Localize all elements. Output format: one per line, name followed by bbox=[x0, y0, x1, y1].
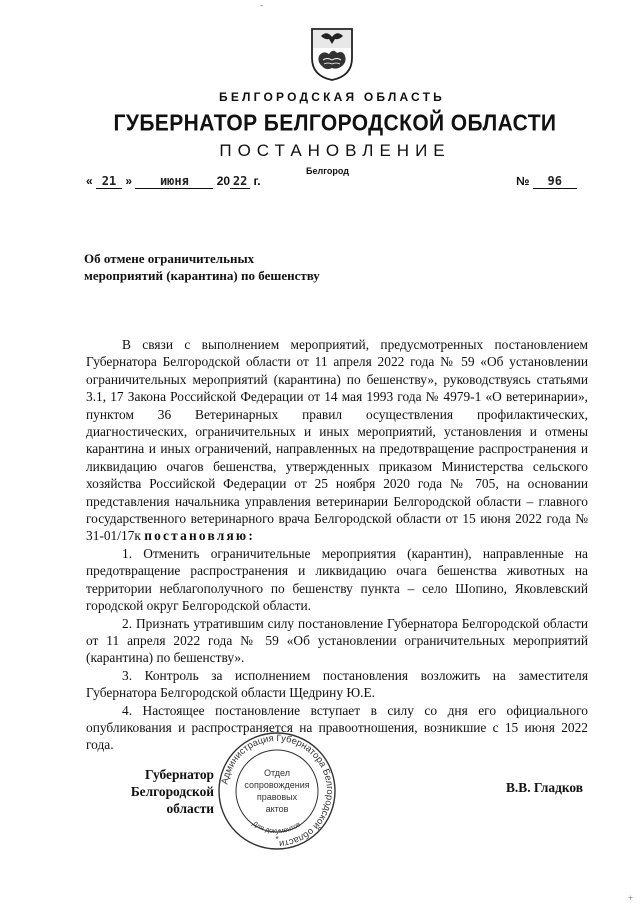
date-line bbox=[86, 174, 261, 189]
document-body bbox=[86, 336, 588, 754]
subject-line-2: мероприятий (карантина) по бешенству bbox=[84, 268, 320, 283]
stamp-bottom-text: Для документов bbox=[250, 820, 303, 836]
date-month: июня bbox=[135, 174, 213, 189]
date-year-label: г. bbox=[253, 174, 261, 188]
number-label: № bbox=[516, 174, 530, 188]
preamble-paragraph bbox=[86, 336, 588, 545]
body-item: 1. Отменить ограничительные мероприятия (карантин), направленные на предотвращение распространения и ликвидацию очага бешенства животных на территории неблагополучного по бешенству пункта – село Шопино, Яковлевский городской округ Белгородской области. bbox=[86, 545, 588, 614]
number-line bbox=[516, 174, 577, 189]
stamp-star-icon: * bbox=[275, 835, 279, 844]
scan-mark: - bbox=[260, 0, 263, 10]
official-stamp bbox=[216, 730, 338, 852]
stamp-center-line: правовых bbox=[256, 792, 298, 802]
city-label: Белгород bbox=[306, 166, 349, 176]
scan-mark: + bbox=[628, 893, 634, 903]
body-item: 3. Контроль за исполнением постановления возложить на заместителя Губернатора Белгородской области Щедрину Ю.Е. bbox=[86, 667, 588, 701]
coat-of-arms-icon bbox=[309, 26, 355, 82]
stamp-ring-text: Администрация Губернатора Белгородской области bbox=[218, 731, 337, 850]
document-subject bbox=[84, 250, 384, 284]
number-value: 96 bbox=[533, 174, 577, 189]
signatory-title bbox=[94, 766, 214, 817]
subject-line-1: Об отмене ограничительных bbox=[84, 251, 255, 266]
stamp-center-line: сопровождения bbox=[244, 780, 310, 790]
governor-heading: ГУБЕРНАТОР БЕЛГОРОДСКОЙ ОБЛАСТИ bbox=[113, 110, 557, 137]
date-year-suffix: 22 bbox=[230, 174, 250, 189]
signatory-name: В.В. Гладков bbox=[506, 780, 584, 795]
date-close-quote: » bbox=[125, 174, 133, 188]
body-item: 4. Настоящее постановление вступает в силу со дня его официального опубликования и распространяется на правоотношения, возникшие с 15 июня 2022 года. bbox=[86, 702, 588, 753]
document-type: ПОСТАНОВЛЕНИЕ bbox=[219, 141, 451, 160]
stamp-center-line: Отдел bbox=[263, 768, 291, 778]
region-heading: БЕЛГОРОДСКАЯ ОБЛАСТЬ bbox=[219, 90, 445, 104]
signatory-title-line-1: Губернатор bbox=[144, 767, 214, 782]
stamp-center-line: актов bbox=[265, 804, 289, 814]
date-day: 21 bbox=[96, 174, 122, 189]
decree-word: постановляю: bbox=[144, 528, 255, 544]
date-open-quote: « bbox=[86, 174, 93, 188]
preamble-text: В связи с выполнением мероприятий, предусмотренных постановлением Губернатора Белгородской области от 11 апреля 2022 года № 59 «Об установлении ограничительных мероприятий (карантина) по бешенству», руководствуясь статьями 3.1, 17 Закона Российской Федерации от 14 мая 1993 года № 4979-1 «О ветеринарии», пунктом 36 Ветеринарных правил осуществления профилактических, диагностических, ограничительных и иных мероприятий, установления и отмены карантина и иных ограничений, направленных на предотвращение распространения и ликвидацию очагов бешенства, утвержденных приказом Министерства сельского хозяйства Российской Федерации от 25 ноября 2020 года № 705, на основании представления начальника управления ветеринарии Белгородской области – главного государственного ветеринарного врача Белгородской области от 15 июня 2022 года № 31-01/17к bbox=[86, 337, 588, 544]
date-year-prefix: 20 bbox=[216, 174, 231, 188]
body-item: 2. Признать утратившим силу постановление Губернатора Белгородской области от 11 апреля 2022 года № 59 «Об установлении ограничительных мероприятий (карантина) по бешенству». bbox=[86, 615, 588, 666]
signatory-title-line-2: Белгородской области bbox=[130, 784, 214, 816]
